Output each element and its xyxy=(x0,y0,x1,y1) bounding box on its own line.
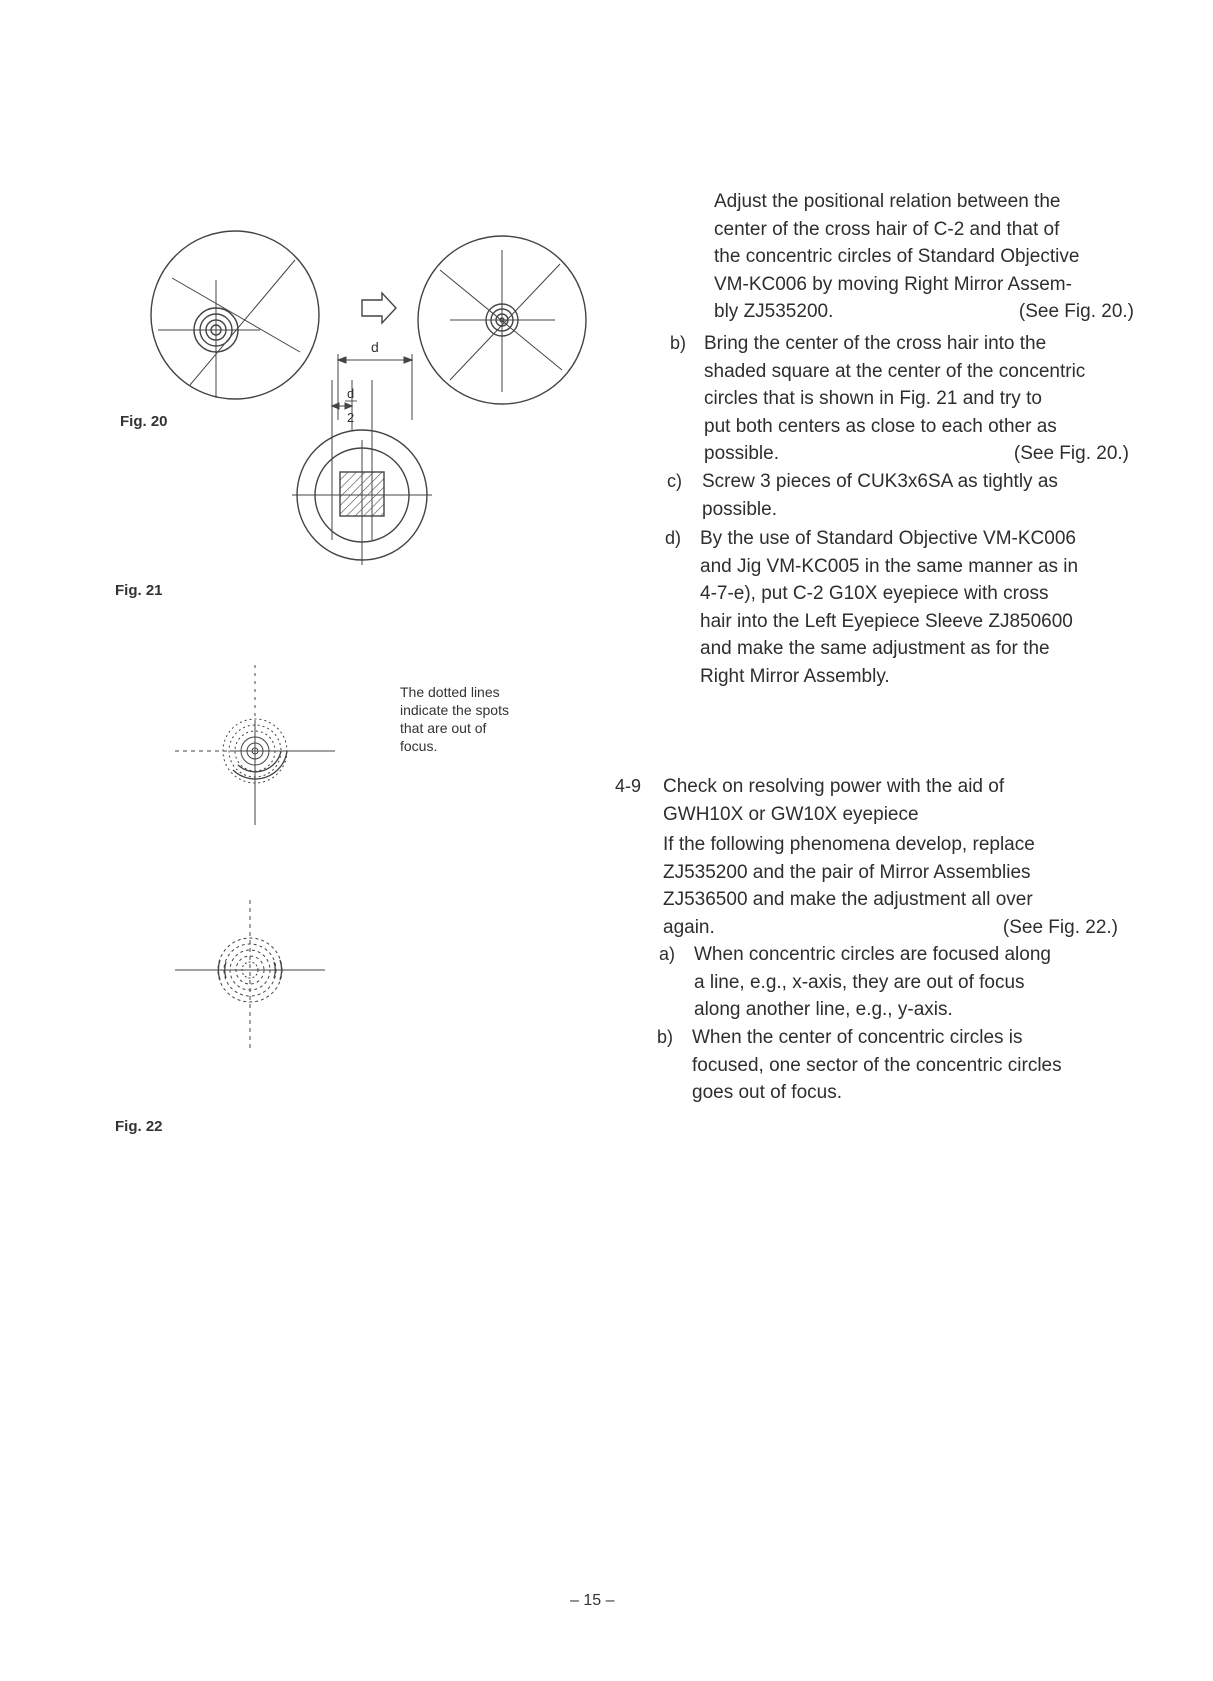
arrow-right-icon xyxy=(362,293,396,323)
item-b-mark: b) xyxy=(670,333,687,353)
note-line: The dotted lines xyxy=(400,684,500,700)
item-c-line: Screw 3 pieces of CUK3x6SA as tightly as xyxy=(702,471,1058,492)
body-line: If the following phenomena develop, replace xyxy=(663,834,1035,855)
fig21-shaded-square xyxy=(340,472,384,516)
item-49b-line: goes out of focus. xyxy=(692,1082,842,1103)
item-b-line: put both centers as close to each other as xyxy=(704,415,1057,437)
item-d-line: and make the same adjustment as for the xyxy=(700,638,1050,659)
intro-fig-ref: (See Fig. 20.) xyxy=(1018,301,1134,322)
fig22-note xyxy=(400,683,550,755)
fig21-drawing xyxy=(290,360,450,580)
item-49b-line: focused, one sector of the concentric circles xyxy=(692,1054,1062,1076)
fig22-label: Fig. 22 xyxy=(115,1118,163,1135)
item-d-line: hair into the Left Eyepiece Sleeve ZJ850600 xyxy=(700,610,1073,632)
intro-line: Adjust the positional relation between the xyxy=(714,191,1061,212)
item-49b-mark: b) xyxy=(657,1027,674,1047)
item-c-text xyxy=(702,468,1127,523)
item-b-fig-ref: (See Fig. 20.) xyxy=(1013,443,1129,464)
body-fig-ref: (See Fig. 22.) xyxy=(1002,916,1118,938)
intro-line: the concentric circles of Standard Objective xyxy=(714,246,1080,267)
section-49-body xyxy=(663,831,1118,941)
page-number: – 15 – xyxy=(570,1592,615,1609)
item-d-line: 4-7-e), put C-2 G10X eyepiece with cross xyxy=(700,583,1049,604)
item-49b-text xyxy=(692,1024,1114,1107)
note-line: focus. xyxy=(400,738,438,754)
fig20-d-label: d xyxy=(371,339,379,355)
intro-line: center of the cross hair of C-2 and that of xyxy=(714,218,1060,240)
fig21-half-d-den: 2 xyxy=(347,410,355,425)
item-49b-line: When the center of concentric circles is xyxy=(692,1027,1023,1048)
item-d-text xyxy=(700,525,1130,690)
fig22-drawing-top xyxy=(175,665,345,825)
body-line: ZJ536500 and make the adjustment all over xyxy=(663,889,1033,910)
item-c-mark: c) xyxy=(667,471,682,491)
fig22-drawing-bottom xyxy=(175,900,345,1060)
item-49a-line: When concentric circles are focused along xyxy=(694,944,1051,965)
item-49a-line: along another line, e.g., y-axis. xyxy=(694,999,953,1020)
item-b-text xyxy=(704,330,1129,468)
item-d-line: and Jig VM-KC005 in the same manner as in xyxy=(700,555,1079,577)
fig21-label: Fig. 21 xyxy=(115,582,163,599)
intro-line: VM-KC006 by moving Right Mirror Assem- xyxy=(714,273,1072,295)
item-49a-text xyxy=(694,941,1114,1024)
body-line: ZJ535200 and the pair of Mirror Assemblies xyxy=(663,861,1031,883)
body-last-line: again. (See Fig. 22.) xyxy=(663,914,1118,942)
section-49-heading xyxy=(663,773,1118,828)
fig20-label: Fig. 20 xyxy=(120,413,168,430)
heading-line: GWH10X or GW10X eyepiece xyxy=(663,803,919,825)
heading-line: Check on resolving power with the aid of xyxy=(663,776,1005,797)
item-49a-line: a line, e.g., x-axis, they are out of focus xyxy=(694,971,1025,993)
intro-last-line: bly ZJ535200. (See Fig. 20.) xyxy=(714,298,1134,326)
note-line: that are out of xyxy=(400,720,487,736)
item-d-line: By the use of Standard Objective VM-KC006 xyxy=(700,528,1076,549)
item-c-line: possible. xyxy=(702,498,777,520)
item-b-line: circles that is shown in Fig. 21 and try to xyxy=(704,388,1042,409)
item-d-line: Right Mirror Assembly. xyxy=(700,665,890,687)
fig21-half-d-num: d xyxy=(347,386,355,401)
intro-paragraph xyxy=(714,188,1134,326)
item-d-mark: d) xyxy=(665,528,682,548)
section-49-number: 4-9 xyxy=(615,776,642,796)
item-b-line: shaded square at the center of the concentric xyxy=(704,360,1086,382)
item-49a-mark: a) xyxy=(659,944,676,964)
item-b-line: Bring the center of the cross hair into the xyxy=(704,333,1047,354)
note-line: indicate the spots xyxy=(400,702,509,718)
item-b-last-line: possible. (See Fig. 20.) xyxy=(704,440,1129,468)
